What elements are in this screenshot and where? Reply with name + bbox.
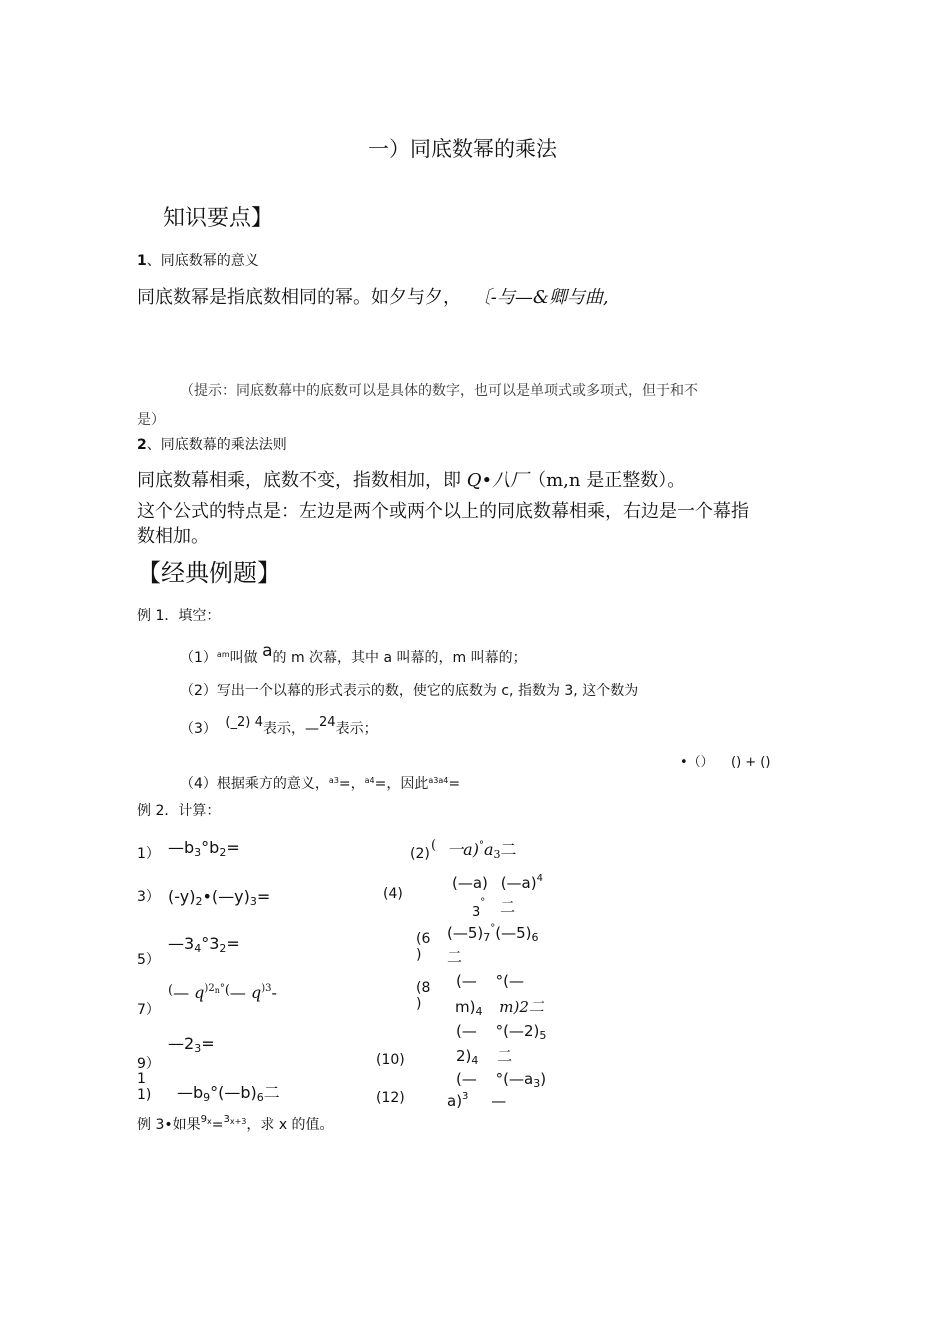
ex2-expr-9-c: = (201, 1034, 215, 1053)
ex2-number-11 (137, 1071, 151, 1103)
ex1-q3 (180, 715, 378, 738)
ex3-var: x (207, 1117, 212, 1126)
ex2-expr-7-c: q (194, 983, 205, 1002)
ex1-q1-text-a: 叫做 (229, 650, 258, 666)
ex1-q1-text-b: 的 m 次幕，其中 a 叫幕的，m 叫幕的； (272, 650, 527, 666)
feature-line-1: 这个公式的特点是：左边是两个或两个以上的同底数幕相乘，右边是一个幕指 (137, 501, 749, 522)
ex2-expr-12-bottom (447, 1092, 506, 1110)
ex2-expr-4-b: (—a) (500, 874, 537, 892)
ex1-q1-base: a (262, 641, 273, 661)
ex2-expr-6-d: (—5) (495, 924, 532, 942)
rule-text-b: （m,n 是正整数）。 (528, 470, 686, 491)
ex2-expr-5-e: = (226, 934, 240, 953)
ex2-expr-7-k: - (271, 983, 277, 1002)
ex2-number-12: (12) (376, 1090, 405, 1106)
ex2-expr-6-c: ° (490, 923, 496, 934)
item1-examples: 〔-与—&卿与曲, (472, 287, 609, 308)
ex3-eq: = (211, 1117, 224, 1133)
ex2-expr-12-f: 3 (462, 1091, 469, 1102)
ex2-expr-4-c: 4 (536, 873, 543, 884)
ex2-expr-3-c: •(—y) (202, 887, 250, 906)
ex2-expr-10-a: (— (456, 1022, 477, 1040)
ex2-expr-7-b: — (173, 983, 190, 1002)
ex2-expr-2-a: ( (431, 838, 437, 853)
ex1-q4-term2: a4 (364, 776, 375, 785)
ex2-expr-11-d: 6 (256, 1091, 264, 1104)
ex2-expr-10-b: °(—2) (495, 1022, 540, 1040)
ex2-expr-8-c: m) (455, 998, 476, 1016)
ex2-expr-11-b: 9 (203, 1091, 211, 1104)
ex1-q3-number: （3） (180, 721, 217, 737)
ex2-number-8-b: ) (416, 996, 422, 1012)
ex1-q4-eq2: =，因此 (374, 776, 429, 792)
ex2-number-8 (416, 980, 430, 1012)
ex2-expr-7-d: )2 (204, 983, 215, 994)
ex1-q3-exp: 4 (254, 715, 264, 730)
ex1-q3-exp2: 24 (319, 715, 336, 730)
ex2-number-4: (4) (383, 886, 403, 902)
item1-definition: 同底数幂是指底数相同的幂。如夕与夕， (137, 287, 461, 308)
ex1-float-a: •（） (680, 755, 714, 770)
page-title: 一）同底数幂的乘法 (368, 137, 557, 161)
ex2-expr-4-top (452, 874, 543, 892)
ex2-expr-11 (177, 1080, 280, 1103)
ex2-number-6 (416, 931, 430, 963)
ex3-base: 9 (200, 1114, 207, 1125)
ex2-expr-6-a: (—5) (447, 924, 484, 942)
ex2-expr-12-b: °(—a (495, 1070, 534, 1088)
ex2-expr-4-bottom (472, 896, 516, 920)
ex2-number-7: 7） (137, 1002, 160, 1018)
feature-line-2: 数相加。 (137, 526, 209, 547)
section-heading-knowledge: 知识要点】 (163, 206, 274, 231)
ex1-q4-term1: a3 (328, 776, 339, 785)
ex2-expr-7-f: ° (219, 983, 225, 994)
ex1-q3-expr: (_2) (225, 715, 251, 730)
item1-number: 1 (137, 253, 147, 269)
ex2-expr-6 (447, 924, 539, 942)
ex2-expr-5-d: 2 (219, 942, 227, 955)
ex1-q4 (180, 773, 460, 793)
ex2-expr-3-a: (-y) (168, 887, 196, 906)
ex2-expr-3-e: = (256, 887, 271, 906)
ex2-expr-4-e: ° (480, 897, 486, 908)
ex2-expr-7 (168, 983, 277, 1002)
ex2-expr-12-e: a) (447, 1092, 463, 1110)
ex2-expr-1-a: —b (168, 838, 195, 857)
ex2-number-9: 9） (137, 1056, 160, 1072)
ex2-expr-1-d: 2 (219, 846, 227, 859)
ex2-expr-2-d: a (483, 840, 494, 859)
ex2-expr-5-c: °3 (201, 934, 220, 953)
ex2-expr-11-c: °(—b) (210, 1083, 257, 1102)
ex2-expr-12-d: ) (540, 1070, 547, 1088)
ex2-expr-2-c: ° (478, 840, 484, 851)
ex2-expr-7-h: — (229, 983, 246, 1002)
ex2-number-6-b: ) (416, 947, 422, 963)
ex2-expr-8-a: (— (456, 972, 477, 990)
ex2-expr-2-b: 一a) (447, 840, 479, 859)
ex3-text-a: 例 3•如果 (137, 1117, 201, 1133)
ex2-expr-6-result: 二 (447, 948, 463, 966)
ex2-expr-8-b: °(— (495, 972, 524, 990)
ex2-number-10: (10) (376, 1052, 405, 1068)
ex2-expr-12-a: (— (456, 1070, 477, 1088)
ex2-expr-9 (168, 1034, 215, 1053)
ex2-label: 例 2．计算： (137, 803, 221, 819)
ex1-q4-eq1: =， (338, 776, 365, 792)
ex2-expr-6-b: 7 (483, 931, 491, 944)
item1-text (137, 283, 609, 309)
ex2-expr-10-c: 5 (539, 1029, 547, 1042)
rule-text-a: 同底数幕相乘，底数不变，指数相加，即 (137, 470, 461, 491)
ex2-expr-7-i: q (251, 983, 262, 1002)
ex2-number-6-a: (6 (416, 931, 431, 947)
ex2-expr-1-b: 3 (194, 846, 202, 859)
ex2-expr-1 (168, 838, 240, 857)
ex2-expr-8-e: m)2二 (499, 998, 544, 1016)
ex2-expr-8-bottom (455, 996, 544, 1017)
ex1-q2: （2）写出一个以幕的形式表示的数，使它的底数为 c, 指数为 3, 这个数为 (180, 683, 639, 699)
ex3-line (137, 1114, 334, 1134)
ex2-expr-3-d: 3 (249, 895, 257, 908)
item1-heading-text: 、同底数幂的意义 (146, 253, 259, 269)
ex2-expr-11-e: 二 (263, 1083, 280, 1102)
ex1-q1-number: （1） (180, 650, 217, 666)
section-heading-examples: 【经典例题】 (137, 559, 281, 587)
ex2-expr-1-e: = (226, 838, 240, 857)
ex2-expr-5 (168, 934, 240, 953)
ex3-text-b: ，求 x 的值。 (246, 1117, 334, 1133)
ex2-expr-8-top (456, 972, 524, 990)
ex1-float-b: () + () (731, 755, 771, 770)
ex2-expr-10-d: 2) (456, 1047, 472, 1065)
ex3-exp: x+3 (229, 1117, 247, 1126)
item2-heading-text: 、同底数幕的乘法法则 (146, 437, 287, 453)
ex2-expr-12-c: 3 (533, 1077, 541, 1090)
ex2-expr-10-f: 二 (497, 1047, 513, 1065)
ex1-q4-eq3: = (448, 776, 461, 792)
ex2-expr-2-e: 3 (493, 848, 501, 861)
ex1-q4-term3: a3a4 (428, 776, 449, 785)
ex2-expr-10-e: 4 (471, 1054, 479, 1067)
ex2-expr-11-a: —b (177, 1083, 204, 1102)
item1-heading (137, 250, 259, 270)
ex2-expr-2-f: 二 (500, 840, 517, 859)
ex2-expr-12-g: — (491, 1092, 507, 1110)
ex1-q1-term: am (216, 650, 230, 659)
ex2-number-11-a: 1 (137, 1071, 146, 1087)
ex2-number-1: 1） (137, 846, 160, 862)
ex2-expr-7-e: n (214, 986, 220, 995)
ex2-expr-3 (168, 887, 270, 906)
ex2-expr-5-b: 4 (194, 942, 202, 955)
ex2-number-11-b: 1) (137, 1087, 152, 1103)
rule-text (137, 466, 685, 492)
ex2-expr-4-d: 3 (472, 905, 481, 920)
ex1-q3-end: 表示； (335, 721, 378, 737)
ex1-q3-mid: 表示，— (263, 721, 320, 737)
ex2-expr-3-b: 2 (195, 895, 203, 908)
ex2-expr-1-c: °b (201, 838, 220, 857)
hint-line-2: 是） (137, 412, 165, 428)
ex2-expr-9-b: 3 (194, 1042, 202, 1055)
item2-number: 2 (137, 437, 147, 453)
ex2-expr-7-g: ( (224, 983, 230, 998)
ex2-expr-8-d: 4 (475, 1005, 483, 1018)
ex2-expr-10-bottom (456, 1045, 512, 1066)
ex2-expr-4-a: (—a) (452, 874, 488, 892)
ex1-q1 (180, 641, 527, 667)
ex2-expr-12-top (456, 1070, 546, 1088)
ex2-expr-10-top (456, 1022, 546, 1040)
ex2-expr-9-a: —2 (168, 1034, 195, 1053)
ex2-number-2: (2) (410, 846, 430, 862)
rule-formula: Q•八厂 (466, 470, 529, 491)
ex2-number-3: 3） (137, 889, 160, 905)
ex1-q4-text: （4）根据乘方的意义， (180, 776, 329, 792)
ex2-expr-5-a: —3 (168, 934, 195, 953)
ex2-expr-6-e: 6 (531, 931, 539, 944)
ex2-expr-7-j: )3 (261, 983, 272, 994)
ex2-expr-7-a: ( (168, 983, 174, 998)
ex2-number-8-a: (8 (416, 980, 431, 996)
ex2-expr-4-f: 二 (500, 898, 516, 916)
item2-heading (137, 434, 287, 454)
ex3-base2: 3 (223, 1114, 230, 1125)
hint-line-1: （提示：同底数幕中的底数可以是具体的数字，也可以是单项式或多项式，但于和不 (180, 383, 698, 399)
ex2-number-5: 5） (137, 952, 160, 968)
ex2-expr-2 (431, 837, 517, 860)
ex1-label: 例 1．填空： (137, 608, 221, 624)
